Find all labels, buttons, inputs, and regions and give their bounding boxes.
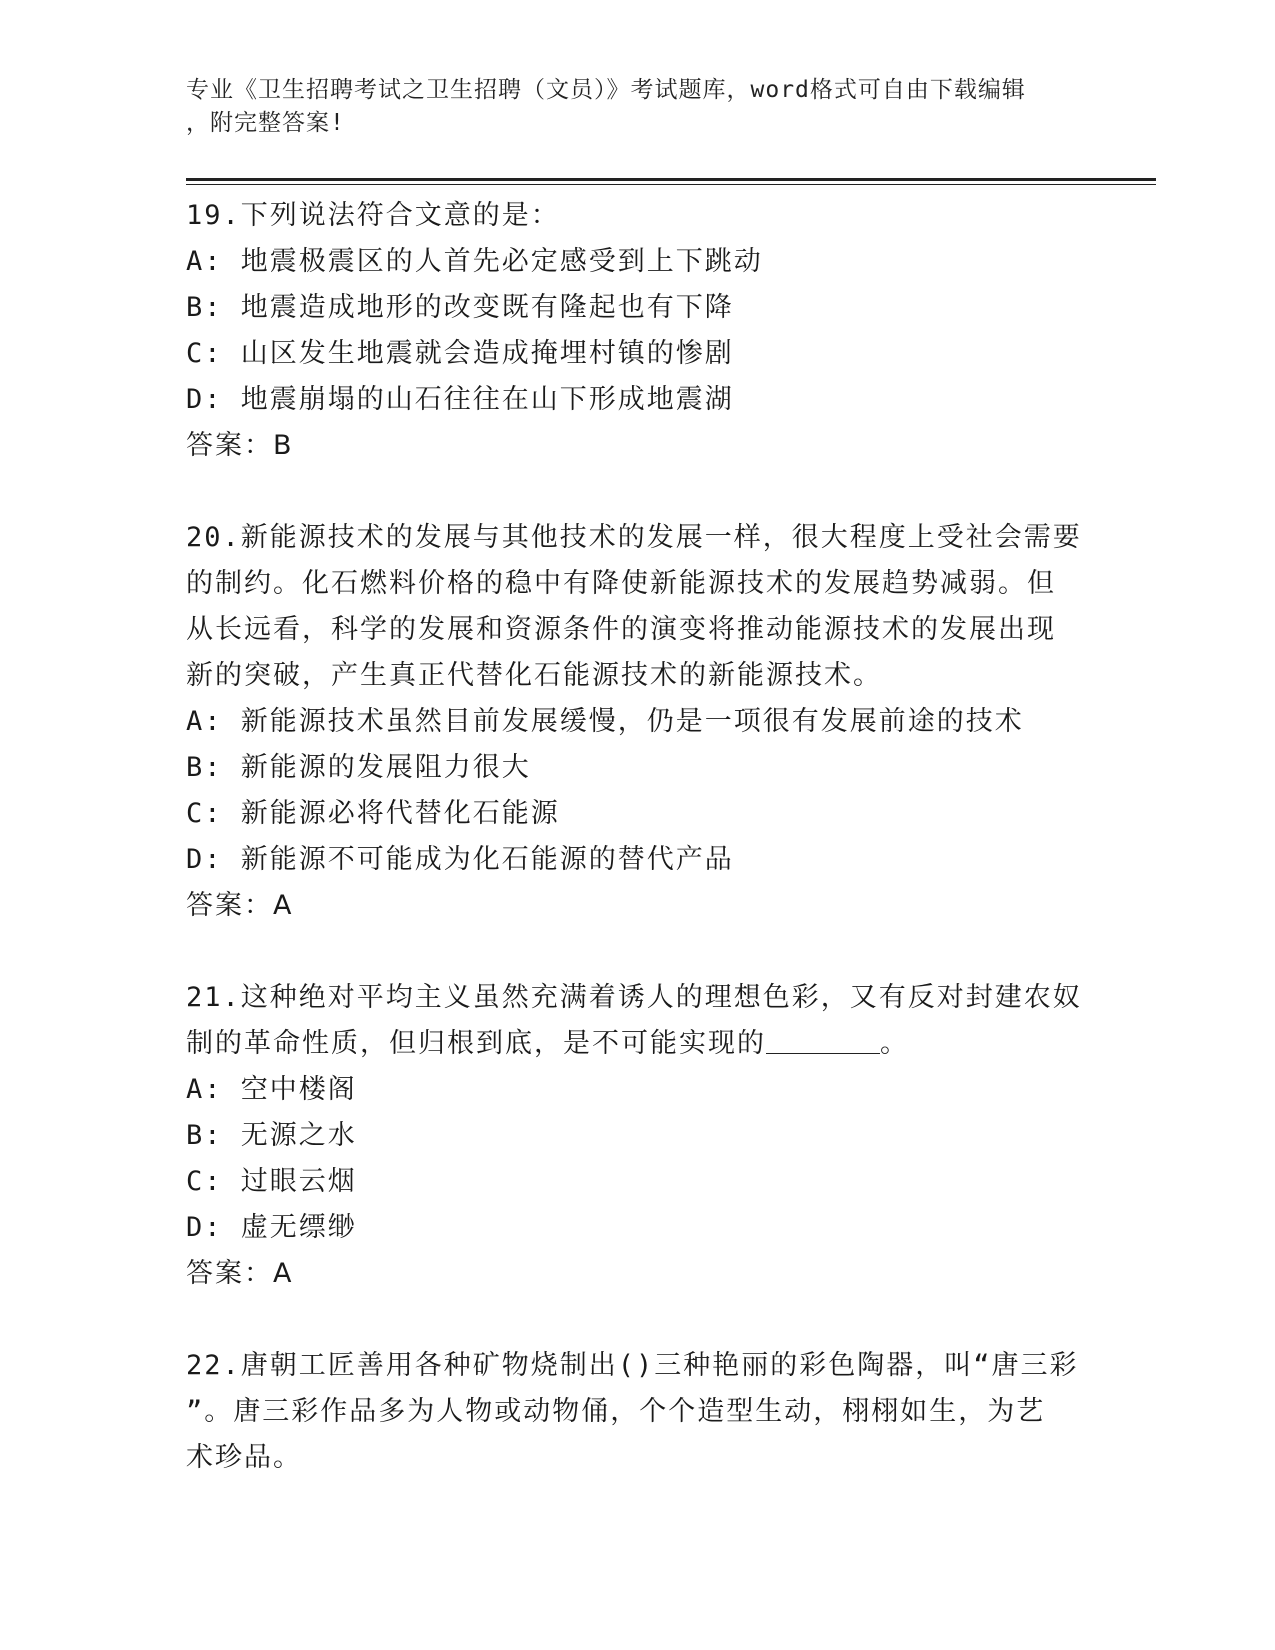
option-c: C: 山区发生地震就会造成掩埋村镇的惨剧 (186, 338, 734, 369)
option-a: A: 空中楼阁 (186, 1074, 357, 1105)
header-intro-line-2: ，附完整答案! (186, 110, 345, 136)
option-d: D: 新能源不可能成为化石能源的替代产品 (186, 844, 734, 875)
option-c: C: 过眼云烟 (186, 1166, 357, 1197)
question-stem-tail: 。 (880, 1028, 909, 1059)
answer-label: 答案：A (186, 890, 294, 921)
question-19 (186, 193, 1086, 469)
header-divider-thin (186, 184, 1156, 185)
question-stem-line-2 (186, 1021, 1086, 1067)
question-stem: 19.下列说法符合文意的是： (186, 200, 560, 231)
question-stem-line-2: 的制约。化石燃料价格的稳中有降使新能源技术的发展趋势减弱。但 (186, 568, 1056, 599)
question-stem-text: 制的革命性质，但归根到底，是不可能实现的 (186, 1028, 766, 1059)
option-a: A: 地震极震区的人首先必定感受到上下跳动 (186, 246, 763, 277)
fill-in-blank (766, 1026, 880, 1054)
answer-label: 答案：B (186, 430, 294, 461)
question-stem-line-3: 术珍品。 (186, 1442, 302, 1473)
document-header (186, 74, 1086, 140)
question-22 (186, 1343, 1086, 1481)
option-b: B: 新能源的发展阻力很大 (186, 752, 531, 783)
option-b: B: 地震造成地形的改变既有隆起也有下降 (186, 292, 734, 323)
header-intro-line-1: 专业《卫生招聘考试之卫生招聘（文员）》考试题库，word格式可自由下载编辑 (186, 77, 1026, 103)
answer-label: 答案：A (186, 1258, 294, 1289)
question-stem-line-2: ”。唐三彩作品多为人物或动物俑，个个造型生动，栩栩如生，为艺 (186, 1396, 1046, 1427)
option-d: D: 地震崩塌的山石往往在山下形成地震湖 (186, 384, 734, 415)
option-d: D: 虚无缥缈 (186, 1212, 357, 1243)
option-c: C: 新能源必将代替化石能源 (186, 798, 560, 829)
question-21 (186, 975, 1086, 1297)
option-b: B: 无源之水 (186, 1120, 357, 1151)
question-stem-line-1: 22.唐朝工匠善用各种矿物烧制出()三种艳丽的彩色陶器，叫“唐三彩 (186, 1350, 1079, 1381)
question-stem-line-1: 21.这种绝对平均主义虽然充满着诱人的理想色彩，又有反对封建农奴 (186, 982, 1082, 1013)
question-stem-line-3: 从长远看，科学的发展和资源条件的演变将推动能源技术的发展出现 (186, 614, 1056, 645)
header-divider-thick (186, 178, 1156, 181)
option-a: A: 新能源技术虽然目前发展缓慢，仍是一项很有发展前途的技术 (186, 706, 1024, 737)
question-20 (186, 515, 1086, 929)
question-stem-line-4: 新的突破，产生真正代替化石能源技术的新能源技术。 (186, 660, 882, 691)
question-stem-line-1: 20.新能源技术的发展与其他技术的发展一样，很大程度上受社会需要 (186, 522, 1082, 553)
question-list (186, 193, 1086, 1481)
